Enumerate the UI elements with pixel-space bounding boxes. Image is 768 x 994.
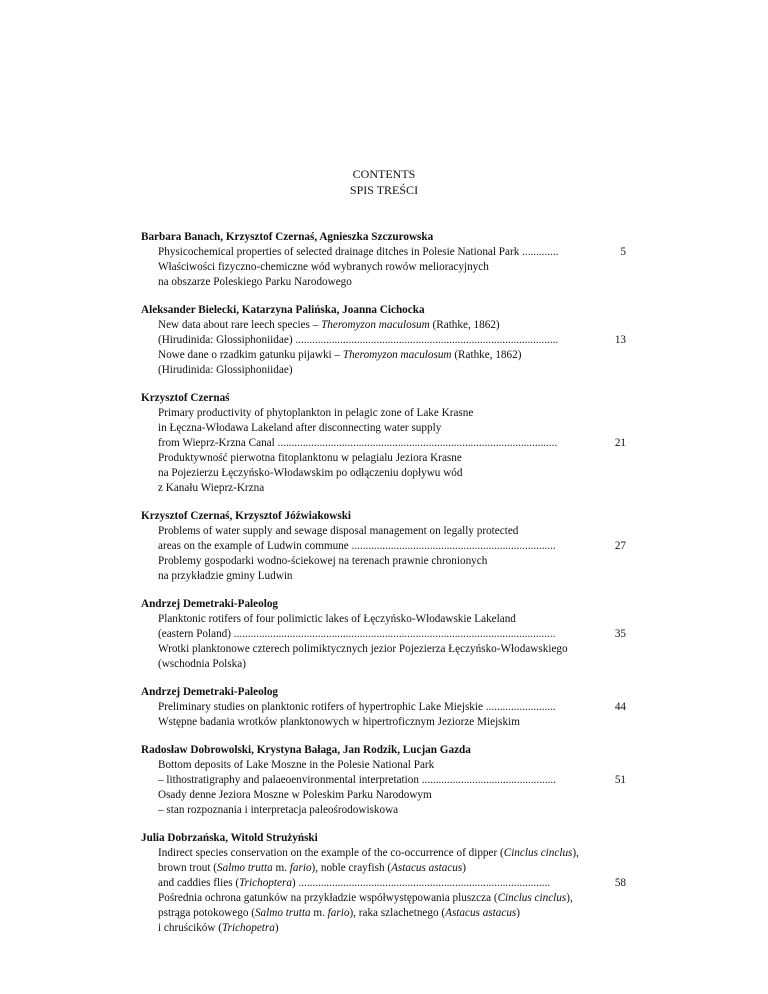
entry-authors: Barbara Banach, Krzysztof Czernaś, Agnieszka Szczurowska [141, 231, 434, 243]
entry-title-line: in Łęczna-Włodawa Lakeland after disconnecting water supply [158, 422, 442, 434]
contents-subtitle: SPIS TREŚCI [349, 183, 419, 197]
toc-entry [141, 831, 626, 936]
entry-title-line: Pośrednia ochrona gatunków na przykładzie współwystępowania pluszcza (Cinclus cinclus), [158, 892, 573, 904]
entry-title-line: and caddies flies (Trichoptera) .......................................................................................... [158, 877, 551, 889]
toc-entry [141, 743, 626, 818]
contents-header [0, 166, 768, 198]
toc-entry [141, 685, 626, 730]
entry-title-line: i chruścików (Trichopetra) [158, 922, 279, 934]
entry-title-line: Wrotki planktonowe czterech polimiktycznych jezior Pojezierza Łęczyńsko-Włodawskiego [158, 643, 568, 655]
entry-title-line: areas on the example of Ludwin commune ......................................................................... [158, 540, 556, 552]
entry-title-line: (eastern Poland) ................................................................................................................... [158, 628, 556, 640]
entry-title-line: Primary productivity of phytoplankton in pelagic zone of Lake Krasne [158, 407, 474, 419]
entry-authors: Andrzej Demetraki-Paleolog [141, 686, 279, 698]
toc-entry [141, 597, 626, 672]
entry-title-line: (Hirudinida: Glossiphoniidae) [158, 364, 293, 376]
entry-page-number: 51 [614, 774, 626, 786]
entry-title-line: Bottom deposits of Lake Moszne in the Polesie National Park [158, 759, 435, 771]
entry-title-line: na Pojezierzu Łęczyńsko-Włodawskim po odłączeniu dopływu wód [158, 467, 463, 479]
entry-title-line: (Hirudinida: Glossiphoniidae) .............................................................................................. [158, 334, 559, 346]
entry-page-number: 44 [614, 701, 626, 713]
toc-entry [141, 230, 626, 290]
entry-authors: Andrzej Demetraki-Paleolog [141, 598, 279, 610]
entry-title-line: Problems of water supply and sewage disposal management on legally protected [158, 525, 519, 537]
entry-title-line: – stan rozpoznania i interpretacja paleośrodowiskowa [158, 804, 399, 816]
entry-title-line: Właściwości fizyczno-chemiczne wód wybranych rowów melioracyjnych [158, 261, 489, 273]
entry-title-line: Produktywność pierwotna fitoplanktonu w pelagialu Jeziora Krasne [158, 452, 462, 464]
entry-title-line: from Wieprz-Krzna Canal .................................................................................................... [158, 437, 558, 449]
toc-entry [141, 391, 626, 496]
entry-title-line: na przykładzie gminy Ludwin [158, 570, 293, 582]
entry-page-number: 58 [614, 877, 626, 889]
toc-entry [141, 303, 626, 378]
entry-title-line: brown trout (Salmo trutta m. fario), noble crayfish (Astacus astacus) [158, 862, 466, 874]
entry-authors: Julia Dobrzańska, Witold Strużyński [141, 832, 318, 844]
entry-title-line: – lithostratigraphy and palaeoenvironmental interpretation ................................................ [158, 774, 557, 786]
contents-title: CONTENTS [352, 167, 416, 181]
entry-title-line: Physicochemical properties of selected drainage ditches in Polesie National Park ............. [158, 246, 559, 258]
entry-title-line: Problemy gospodarki wodno-ściekowej na terenach prawnie chronionych [158, 555, 488, 567]
entry-title-line: New data about rare leech species – Theromyzon maculosum (Rathke, 1862) [158, 319, 500, 331]
entry-title-line: na obszarze Poleskiego Parku Narodowego [158, 276, 352, 288]
entry-title-line: Indirect species conservation on the example of the co-occurrence of dipper (Cinclus cinclus), [158, 847, 579, 859]
entry-title-line: (wschodnia Polska) [158, 658, 246, 670]
entry-authors: Krzysztof Czernaś, Krzysztof Jóźwiakowski [141, 510, 352, 522]
entry-title-line: Osady denne Jeziora Moszne w Poleskim Parku Narodowym [158, 789, 432, 801]
entry-page-number: 35 [614, 628, 626, 640]
entry-title-line: Wstępne badania wrotków planktonowych w hipertroficznym Jeziorze Miejskim [158, 716, 520, 728]
entry-title-line: Nowe dane o rzadkim gatunku pijawki – Theromyzon maculosum (Rathke, 1862) [158, 349, 522, 361]
entry-authors: Aleksander Bielecki, Katarzyna Palińska, Joanna Cichocka [141, 304, 425, 316]
entry-page-number: 27 [614, 540, 626, 552]
entry-page-number: 5 [620, 246, 626, 258]
entry-authors: Radosław Dobrowolski, Krystyna Bałaga, Jan Rodzik, Lucjan Gazda [141, 744, 471, 756]
entry-page-number: 13 [614, 334, 626, 346]
entry-title-line: pstrąga potokowego (Salmo trutta m. fario), raka szlachetnego (Astacus astacus) [158, 907, 521, 919]
table-of-contents [141, 230, 626, 949]
entry-authors: Krzysztof Czernaś [141, 392, 230, 404]
entry-title-line: Planktonic rotifers of four polimictic lakes of Łęczyńsko-Włodawskie Lakeland [158, 613, 516, 625]
toc-entry [141, 509, 626, 584]
entry-title-line: z Kanału Wieprz-Krzna [158, 482, 265, 494]
entry-page-number: 21 [614, 437, 626, 449]
entry-title-line: Preliminary studies on planktonic rotifers of hypertrophic Lake Miejskie ......................... [158, 701, 556, 713]
